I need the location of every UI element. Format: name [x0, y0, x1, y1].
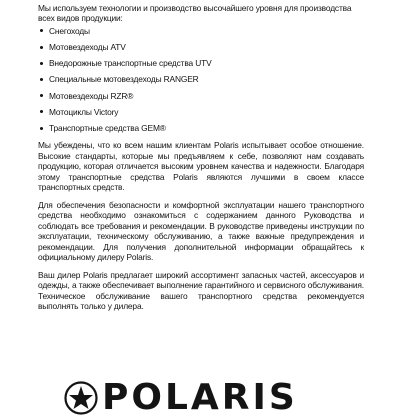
list-item: [38, 26, 364, 42]
body-paragraph: Для обеспечения безопасности и комфортной эксплуатации нашего транспортного средства необходимо ознакомиться с содержанием данного Руководства и соблюдать все требования и рекомендации. В руководстве приведены инструкции по эксплуатации, техническому обслуживанию, а также важные предупреждения и рекомендации. Для получения дополнительной информации обращайтесь к официальному дилеру Polaris.: [38, 199, 364, 263]
bullet-icon: [40, 46, 43, 49]
list-item: [38, 58, 364, 74]
bullet-icon: [40, 29, 43, 32]
bullet-icon: [40, 78, 43, 81]
document-page: [38, 0, 364, 400]
bullet-icon: [40, 110, 43, 113]
intro-paragraph: Мы используем технологии и производство высочайшего уровня для производства всех видов продукции:: [38, 3, 352, 24]
list-item: [38, 74, 364, 90]
vehicle-type-list: [38, 26, 364, 139]
brand-logo: [64, 378, 298, 418]
list-item-label: Мотовездеходы RZR®: [49, 90, 134, 101]
bullet-icon: [40, 127, 43, 130]
list-item-label: Снегоходы: [49, 25, 90, 36]
star-badge-icon: [64, 381, 98, 415]
list-item-label: Мотоциклы Victory: [49, 106, 119, 117]
bullet-icon: [40, 94, 43, 97]
body-paragraph: Ваш дилер Polaris предлагает широкий ассортимент запасных частей, аксессуаров и одежды, а также обеспечивает выполнение гарантийного и сервисного обслуживания. Техническое обслуживание вашего транспортного средства рекомендуется выполнять только у дилера.: [38, 269, 364, 312]
brand-wordmark: POLARIS: [102, 377, 298, 418]
list-item-label: Специальные мотовездеходы RANGER: [49, 74, 199, 85]
bullet-icon: [40, 62, 43, 65]
list-item: [38, 123, 364, 139]
list-item: [38, 91, 364, 107]
list-item-label: Внедорожные транспортные средства UTV: [49, 58, 212, 69]
body-paragraph: Мы убеждены, что ко всем нашим клиентам Polaris испытывает особое отношение. Высокие стандарты, которые мы предъявляем к себе, позволяют нам создавать продукцию, которая отличается высоким уровнем качества и надежности. Благодаря этому транспортные средства Polaris являются лучшими в своем классе транспортных средств.: [38, 140, 364, 193]
list-item-label: Мотовездеходы ATV: [49, 42, 126, 52]
list-item: [38, 42, 364, 58]
list-item: [38, 107, 364, 123]
list-item-label: Транспортные средства GEM®: [49, 122, 166, 133]
